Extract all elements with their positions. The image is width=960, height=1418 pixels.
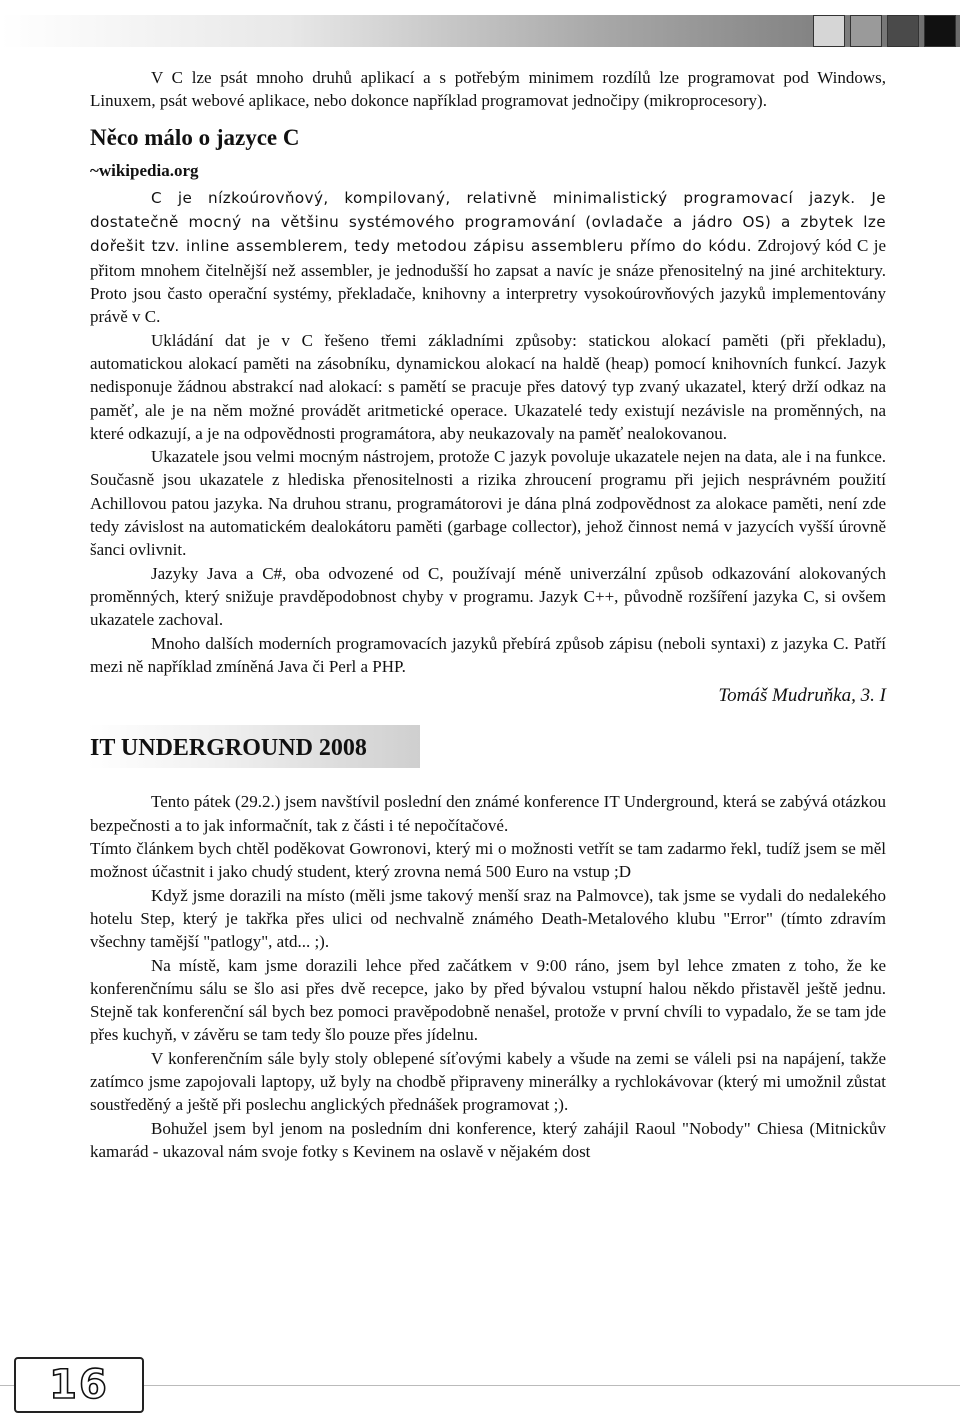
itu-paragraph-1: Tento pátek (29.2.) jsem navštívil poslední den známé konference IT Underground, která se zabývá otázkou bezpečnosti a to jak informačnít, tak z části i té nepočítačové. [90, 792, 886, 835]
itu-paragraph-6: Bohužel jsem byl jenom na posledním dni konference, který zahájil Raoul "Nobody" Chiesa (Mitnickův kamarád - ukazoval nám svoje fotky s Kevinem na oslavě v nějakém dost [90, 1118, 886, 1161]
wiki-text-2: Zdrojový kód C je přitom mnohem čitelnější než assembler, je jednodušší ho zapsat a navíc je snáze přenositelný na jiné architektury. [90, 236, 886, 280]
memory-paragraph: Ukládání dat je v C řešeno třemi základními způsoby: statickou alokací paměti (při překladu), automatickou alokací paměti na zásobníku, dynamickou alokací na haldě (heap) pomocí knihovních funkcí. Jazyk nedisponuje žádnou abstrakcí nad alokací: s pamětí se pracuje přes datový typ zvaný ukazatel, který drží odkaz na paměť, ale je na něm možné provádět aritmetické operace. Ukazatelé tedy existují nezávisle na proměnných, na které odkazují, a je na odpovědnosti programátora, aby neukazovaly na paměť nealokovanou. [90, 330, 886, 443]
page-number: 16 [14, 1357, 144, 1413]
page-content [90, 66, 886, 1163]
pointers-paragraph: Ukazatele jsou velmi mocným nástrojem, protože C jazyk povoluje ukazatele nejen na data, ale i na funkce. Současně jsou ukazatele z hlediska přenositelnosti a rizika zhroucení programu při jejich nesprávném použití Achillovou patou jazyka. Na druhou stranu, programátorovi je dána plná zodpovědnost za alokace paměti, není zde tedy závislost na automatickém dealokátoru paměti (garbage collector), jehož činnost nemá v jazycích vyšší úrovně šanci ovlivnit. [90, 447, 886, 560]
section-heading-c: Něco málo o jazyce C [90, 124, 300, 150]
header-square-1 [813, 15, 845, 47]
itu-paragraph-4: Na místě, kam jsme dorazili lehce před začátkem v 9:00 ráno, jsem byl lehce zmaten z toho, že ke konferenčnímu sálu se šlo asi přes dvě recepce, jako by před bývalou vstupní halou někdo přistavěl ještě jednu. Stejně tak konferenční sál bych bez pomoci pravěpodobně nenašel, protože v první chvíli to vypadalo, že se tam jde přes kuchyň, v závěru se tam tedy šlo pouze přes jídelnu. [90, 955, 886, 1045]
header-square-4 [924, 15, 956, 47]
header-square-3 [887, 15, 919, 47]
wiki-text-3: Proto jsou často operační systémy, překladače, knihovny a interpretry vysokoúrovňových jazyků implementovány právě v C. [90, 284, 886, 327]
footer-line [0, 1385, 960, 1386]
itu-paragraph-3: Když jsme dorazili na místo (měli jsme takový menší sraz na Palmovce), tak jsme se vydali do nedalekého hotelu Step, který je takřka přes ulici od nechvalně známého Death-Metalového klubu "Error" (tímto zdravím všechny tamější "patlogy", atd... ;). [90, 885, 886, 952]
java-paragraph: Jazyky Java a C#, oba odvozené od C, používají méně univerzální způsob odkazování alokovaných proměnných, který snižuje pravděpodobnost chyby v programu. Jazyk C++, původně rozšíření jazyka C, si ovšem ukazatele zachoval. [90, 563, 886, 630]
wiki-paragraph [90, 186, 886, 329]
section-heading-itu: IT UNDERGROUND 2008 [88, 725, 420, 768]
itu-article [90, 790, 886, 1163]
header-squares [813, 15, 956, 47]
header-square-2 [850, 15, 882, 47]
wiki-text-sans: C je nízkoúrovňový, kompilovaný, relativně minimalistický programovací jazyk. Je dostatečně mocný na většinu systémového programování (ovladače a jádro OS) a zbytek lze dořešit tzv. inline assemblerem, tedy metodou zápisu assembleru přímo do kódu. [90, 188, 886, 256]
author-signature: Tomáš Mudruňka, 3. I [718, 685, 886, 707]
intro-paragraph: V C lze psát mnoho druhů aplikací a s potřebým minimem rozdílů lze programovat pod Windows, Linuxem, psát webové aplikace, nebo dokonce například programovat jednočipy (mikroprocesory). [90, 68, 886, 111]
source-label: ~wikipedia.org [90, 160, 199, 180]
itu-paragraph-5: V konferenčním sále byly stoly oblepené síťovými kabely a všude na zemi se váleli psi na napájení, takže zatímco jsme zapojovali laptopy, už byly na chodbě připraveny minerálky a rychlokávovar (který mi umožnil zůstat soustředěný a ještě při poslechu anglických přednášek programovat ;). [90, 1048, 886, 1115]
others-paragraph: Mnoho dalších moderních programovacích jazyků přebírá způsob zápisu (neboli syntaxi) z jazyka C. Patří mezi ně například zmíněná Java či Perl a PHP. [90, 633, 886, 676]
itu-paragraph-2: Tímto článkem bych chtěl poděkovat Gowronovi, který mi o možnosti vetřít se tam zadarmo řekl, tudíž jsem se měl možnost účastnit i jako chudý student, který zrovna nemá 500 Euro na vstup ;D [90, 839, 886, 882]
